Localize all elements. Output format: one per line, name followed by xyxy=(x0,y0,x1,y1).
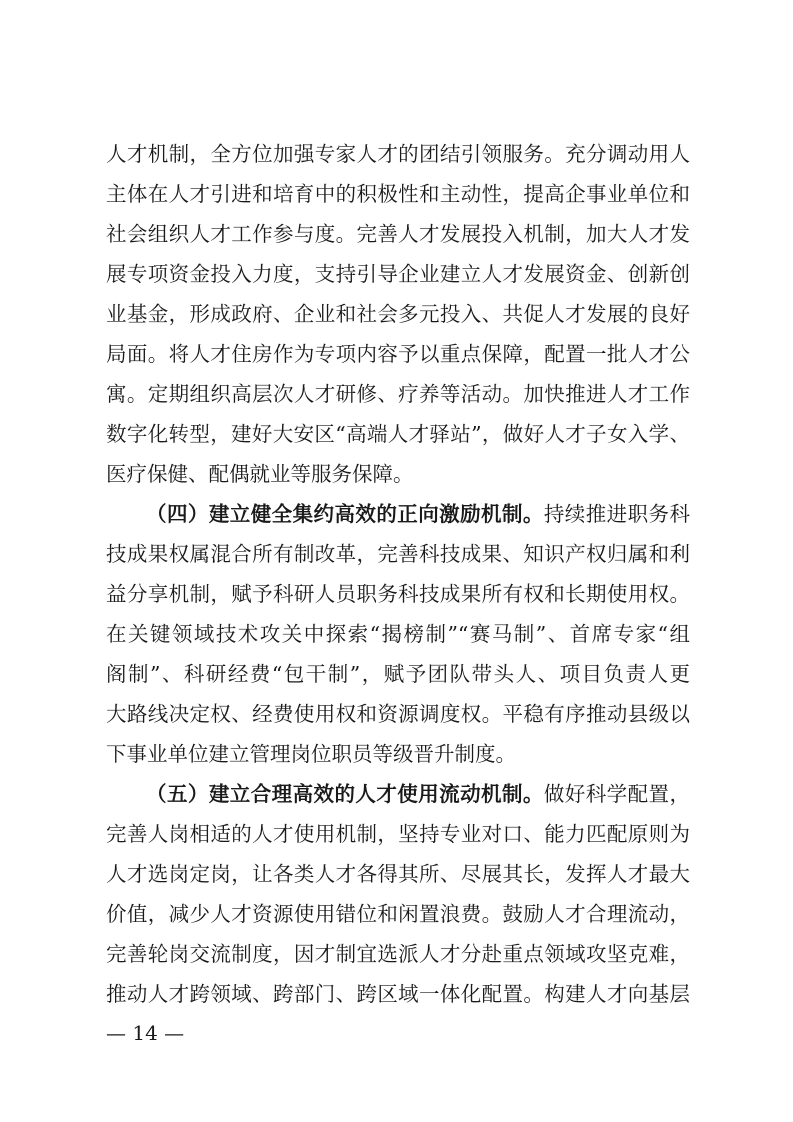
body-text-line: 益分享机制，赋予科研人员职务科技成果所有权和长期使用权。 xyxy=(106,582,690,606)
body-text-line: 价值，减少人才资源使用错位和闲置浪费。鼓励人才合理流动， xyxy=(106,902,690,926)
body-text-line: 完善人岗相适的人才使用机制，坚持专业对口、能力匹配原则为 xyxy=(106,822,690,846)
body-text-line: 技成果权属混合所有制改革，完善科技成果、知识产权归属和利 xyxy=(106,542,690,566)
body-text-line: 业基金，形成政府、企业和社会多元投入、共促人才发展的良好 xyxy=(106,302,690,326)
body-text-line: 寓。定期组织高层次人才研修、疗养等活动。加快推进人才工作 xyxy=(106,382,690,406)
body-text-line: 在关键领域技术攻关中探索“揭榜制”“赛马制”、首席专家“组 xyxy=(106,622,690,646)
body-text-line: 数字化转型，建好大安区“高端人才驿站”，做好人才子女入学、 xyxy=(106,422,690,446)
body-text-line: 完善轮岗交流制度，因才制宜选派人才分赴重点领域攻坚克难， xyxy=(106,942,690,966)
body-text-line: 主体在人才引进和培育中的积极性和主动性，提高企事业单位和 xyxy=(106,182,690,206)
body-text-line: 局面。将人才住房作为专项内容予以重点保障，配置一批人才公 xyxy=(106,342,690,366)
body-text-line: 推动人才跨领域、跨部门、跨区域一体化配置。构建人才向基层 xyxy=(106,982,690,1006)
section-heading: （四）建立健全集约高效的正向激励机制。 xyxy=(146,502,544,526)
body-text-run: 做好科学配置， xyxy=(543,782,690,806)
body-text-run: 持续推进职务科 xyxy=(543,502,690,526)
body-text-line: 阁制”、科研经费“包干制”，赋予团队带头人、项目负责人更 xyxy=(106,662,690,686)
page-number: — 14 — xyxy=(106,1021,185,1045)
body-text-line: 人才机制，全方位加强专家人才的团结引领服务。充分调动用人 xyxy=(106,142,690,166)
body-text-line: 社会组织人才工作参与度。完善人才发展投入机制，加大人才发 xyxy=(106,222,690,246)
section-first-line xyxy=(146,774,690,814)
body-text-line: 下事业单位建立管理岗位职员等级晋升制度。 xyxy=(106,742,516,766)
section-heading: （五）建立合理高效的人才使用流动机制。 xyxy=(146,782,544,806)
body-text-line: 人才选岗定岗，让各类人才各得其所、尽展其长，发挥人才最大 xyxy=(106,862,690,886)
body-text-line: 展专项资金投入力度，支持引导企业建立人才发展资金、创新创 xyxy=(106,262,690,286)
section-first-line xyxy=(146,494,690,534)
body-text-line: 医疗保健、配偶就业等服务保障。 xyxy=(106,462,414,486)
body-text-line: 大路线决定权、经费使用权和资源调度权。平稳有序推动县级以 xyxy=(106,702,690,726)
